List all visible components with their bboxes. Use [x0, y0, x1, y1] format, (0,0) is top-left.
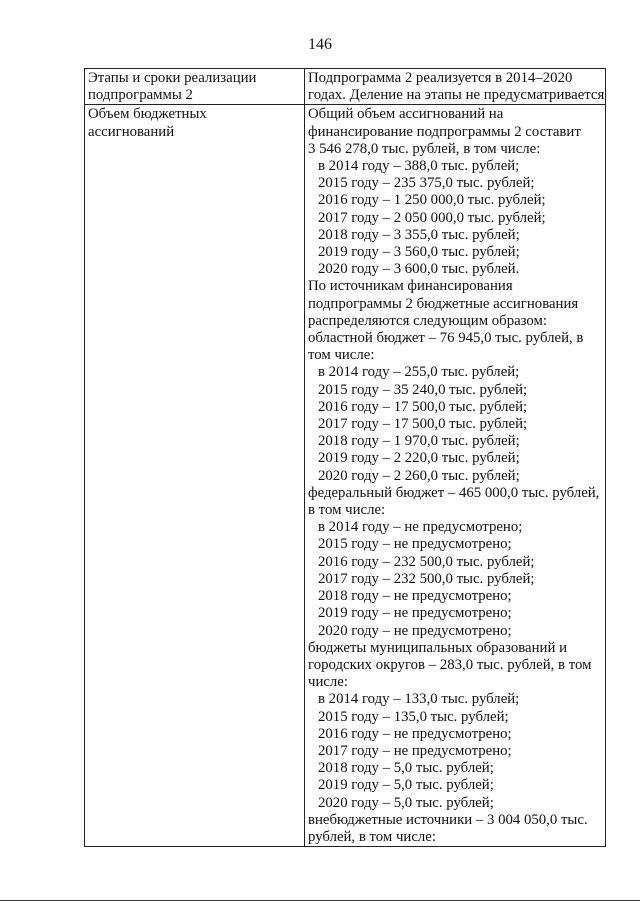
label-line: подпрограммы 2 [88, 87, 193, 104]
row-value-cell [305, 105, 606, 847]
value-line: федеральный бюджет – 465 000,0 тыс. рублей, [308, 484, 600, 501]
bottom-rule [0, 900, 640, 901]
value-line: 2018 году – не предусмотрено; [318, 588, 512, 605]
value-line: 2015 году – 135,0 тыс. рублей; [318, 708, 509, 725]
value-line: 2016 году – 1 250 000,0 тыс. рублей; [318, 192, 546, 209]
value-line: 2020 году – не предусмотрено; [318, 622, 512, 639]
value-line: 2020 году – 5,0 тыс. рублей; [318, 794, 494, 811]
value-line: подпрограммы 2 бюджетные ассигнования [308, 295, 579, 312]
value-line: том числе: [308, 347, 375, 364]
value-line: бюджеты муниципальных образований и [308, 639, 567, 656]
value-line: в 2014 году – 133,0 тыс. рублей; [318, 691, 520, 708]
value-line: 2015 году – не предусмотрено; [318, 536, 512, 553]
value-line: 2019 году – не предусмотрено; [318, 605, 512, 622]
value-line: годах. Деление на этапы не предусматривается [308, 87, 605, 104]
passport-table [84, 68, 606, 847]
label-line: ассигнований [88, 123, 175, 140]
value-line: 2015 году – 235 375,0 тыс. рублей; [318, 175, 535, 192]
table-row [85, 69, 606, 105]
value-line: 2019 году – 5,0 тыс. рублей; [318, 777, 494, 794]
value-line: городских округов – 283,0 тыс. рублей, в том [308, 656, 592, 673]
value-line: распределяются следующим образом: [308, 312, 548, 329]
value-line: 2019 году – 2 220,0 тыс. рублей; [318, 450, 520, 467]
value-line: 2018 году – 1 970,0 тыс. рублей; [318, 433, 520, 450]
page-number: 146 [308, 36, 332, 53]
row-label-cell [85, 69, 305, 105]
value-line: 2017 году – 17 500,0 тыс. рублей; [318, 416, 528, 433]
label-line: Этапы и сроки реализации [88, 70, 257, 86]
table-body [85, 69, 606, 847]
value-line: 3 546 278,0 тыс. рублей, в том числе: [308, 140, 541, 157]
value-line: внебюджетные источники – 3 004 050,0 тыс. [308, 811, 588, 828]
value-line: Общий объем ассигнований на [308, 106, 504, 123]
value-line: в 2014 году – 388,0 тыс. рублей; [318, 158, 520, 175]
label-line: Объем бюджетных [88, 106, 207, 123]
value-line: 2016 году – 232 500,0 тыс. рублей; [318, 553, 535, 570]
value-line: По источникам финансирования [308, 278, 513, 295]
row-label-cell [85, 105, 305, 847]
row-value-cell [305, 69, 606, 105]
value-line: финансирование подпрограммы 2 составит [308, 123, 581, 140]
value-line: 2016 году – 17 500,0 тыс. рублей; [318, 398, 528, 415]
value-line: 2015 году – 35 240,0 тыс. рублей; [318, 381, 528, 398]
value-line: 2017 году – 232 500,0 тыс. рублей; [318, 570, 535, 587]
value-line: 2020 году – 3 600,0 тыс. рублей. [318, 261, 520, 278]
table-row [85, 105, 606, 847]
value-line: числе: [308, 674, 348, 691]
value-line: 2017 году – не предусмотрено; [318, 742, 512, 759]
value-line: 2019 году – 3 560,0 тыс. рублей; [318, 244, 520, 261]
value-line: 2017 году – 2 050 000,0 тыс. рублей; [318, 209, 546, 226]
value-line: областной бюджет – 76 945,0 тыс. рублей, в [308, 330, 584, 347]
value-line: в 2014 году – не предусмотрено; [318, 519, 523, 536]
value-line: 2018 году – 3 355,0 тыс. рублей; [318, 226, 520, 243]
value-line: 2018 году – 5,0 тыс. рублей; [318, 760, 494, 777]
value-line: в 2014 году – 255,0 тыс. рублей; [318, 364, 520, 381]
value-line: в том числе: [308, 502, 386, 519]
value-line: рублей, в том числе: [308, 828, 436, 845]
value-line: Подпрограмма 2 реализуется в 2014–2020 [308, 70, 573, 86]
value-line: 2020 году – 2 260,0 тыс. рублей; [318, 467, 520, 484]
value-line: 2016 году – не предусмотрено; [318, 725, 512, 742]
